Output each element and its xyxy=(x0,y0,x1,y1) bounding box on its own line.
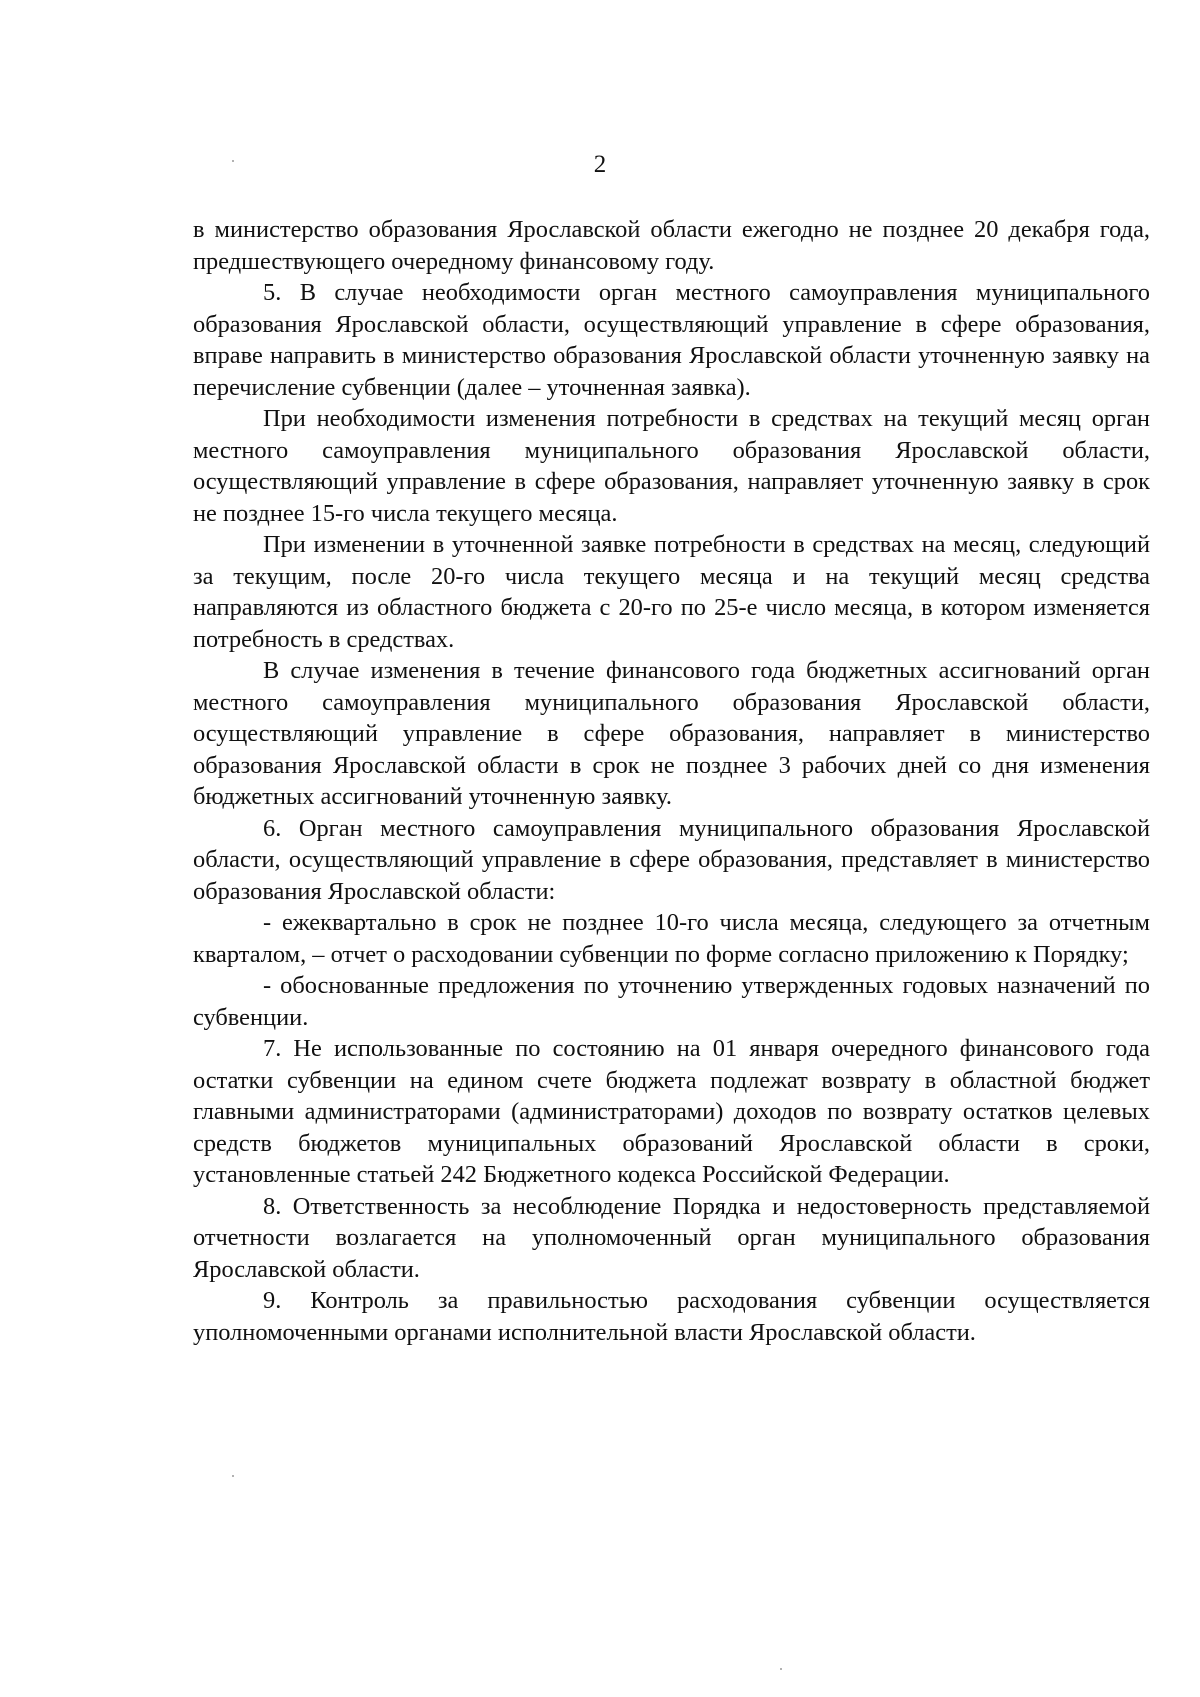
paragraph-next-month-change: При изменении в уточненной заявке потребности в средствах на месяц, следующий за текущим, после 20-го числа текущего месяца и на текущий месяц средства направляются из областного бюджета с 20-го по 25-е число месяца, в котором изменяется потребность в средствах. xyxy=(193,531,1150,653)
paragraph-item-8: 8. Ответственность за несоблюдение Порядка и недостоверность представляемой отчетности возлагается на уполномоченный орган муниципального образования Ярославской области. xyxy=(193,1192,1150,1283)
paragraph-item-7: 7. Не использованные по состоянию на 01 января очередного финансового года остатки субвенции на едином счете бюджета подлежат возврату в областной бюджет главными администраторами (администраторами) доходов по возврату остатков целевых средств бюджетов муниципальных образований Ярославской области в сроки, установленные статьей 242 Бюджетного кодекса Российской Федерации. xyxy=(193,1035,1150,1188)
list-item-quarterly-report: - ежеквартально в срок не позднее 10-го числа месяца, следующего за отчетным кварталом, – отчет о расходовании субвенции по форме согласно приложению к Порядку; xyxy=(193,909,1150,968)
scan-speck xyxy=(780,1668,782,1670)
paragraph-current-month-change: При необходимости изменения потребности в средствах на текущий месяц орган местного самоуправления муниципального образования Ярославской области, осуществляющий управление в сфере образования, направляет уточненную заявку в срок не позднее 15-го числа текущего месяца. xyxy=(193,405,1150,527)
page-number: 2 xyxy=(593,151,607,178)
list-item-proposals: - обоснованные предложения по уточнению утвержденных годовых назначений по субвенции. xyxy=(193,972,1150,1031)
paragraph-item-6: 6. Орган местного самоуправления муниципального образования Ярославской области, осуществляющий управление в сфере образования, представляет в министерство образования Ярославской области: xyxy=(193,814,1150,905)
document-body xyxy=(193,214,1150,1348)
paragraph-item-9: 9. Контроль за правильностью расходования субвенции осуществляется уполномоченными органами исполнительной власти Ярославской области. xyxy=(193,1287,1150,1346)
scan-speck xyxy=(232,1475,234,1477)
scan-speck xyxy=(232,160,234,162)
paragraph-budget-change: В случае изменения в течение финансового года бюджетных ассигнований орган местного самоуправления муниципального образования Ярославской области, осуществляющий управление в сфере образования, направляет в министерство образования Ярославской области в срок не позднее 3 рабочих дней со дня изменения бюджетных ассигнований уточненную заявку. xyxy=(193,657,1150,810)
paragraph-item-5: 5. В случае необходимости орган местного самоуправления муниципального образования Ярославской области, осуществляющий управление в сфере образования, вправе направить в министерство образования Ярославской области уточненную заявку на перечисление субвенции (далее – уточненная заявка). xyxy=(193,279,1150,401)
paragraph-continuation: в министерство образования Ярославской области ежегодно не позднее 20 декабря года, предшествующего очередному финансовому году. xyxy=(193,216,1150,275)
